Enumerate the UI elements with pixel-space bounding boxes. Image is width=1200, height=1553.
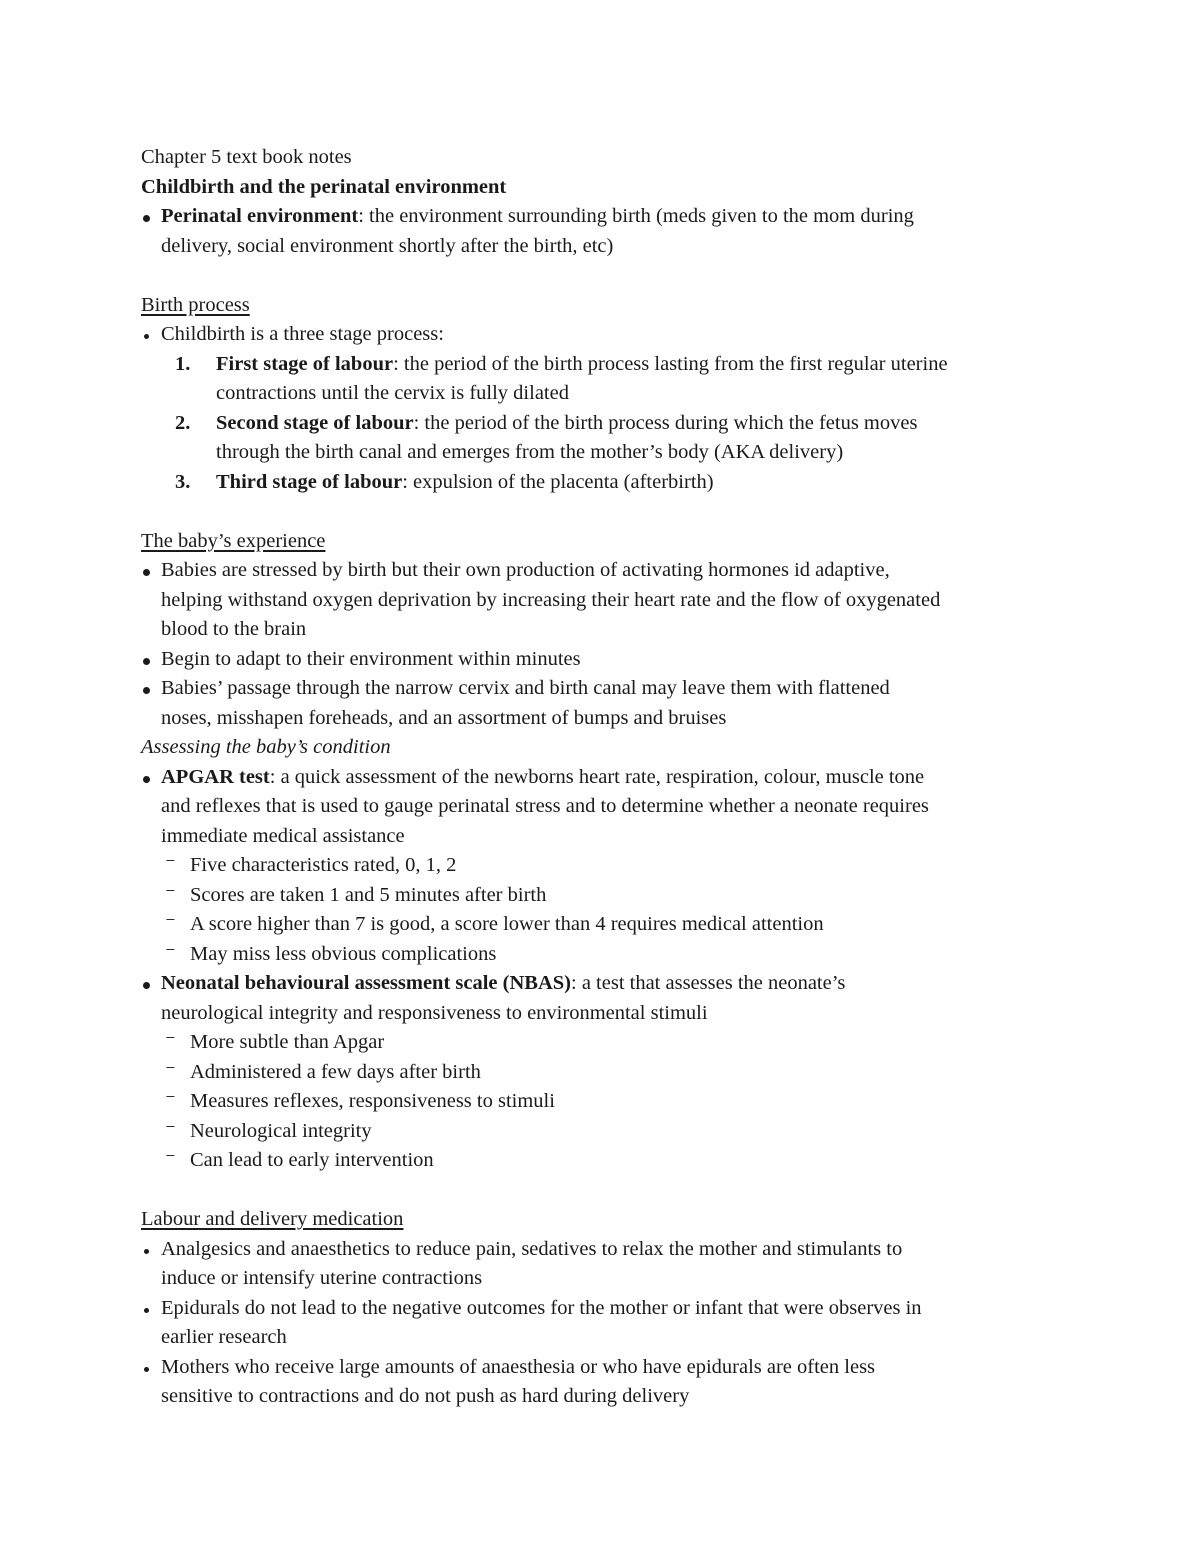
term-perinatal-environment: Perinatal environment — [161, 205, 359, 227]
sub-list-item: ⁻ Measures reflexes, responsiveness to stimuli — [165, 1090, 555, 1112]
document-page — [141, 143, 1071, 1412]
section-heading-childbirth: Childbirth and the perinatal environment — [141, 175, 507, 198]
sub-list-item: ⁻ May miss less obvious complications — [165, 942, 497, 965]
sub-list-item: ⁻ Can lead to early intervention — [165, 1149, 434, 1171]
list-item-perinatal-environment: Perinatal environment: the environment surrounding birth (meds given to the mom during delivery, social environment shortly after the birth, etc) — [141, 202, 1071, 261]
section-heading-babys-experience: The baby’s experience — [141, 529, 326, 552]
list-item: Childbirth is a three stage process: — [141, 320, 1071, 350]
list-item: Babies are stressed by birth but their own production of activating hormones id adaptive, helping withstand oxygen deprivation by increasing their heart rate and the flow of oxygenated blood to the brain — [141, 556, 1071, 645]
list-item: Analgesics and anaesthetics to reduce pain, sedatives to relax the mother and stimulants to induce or intensify uterine contractions — [141, 1235, 1071, 1294]
list-item: Begin to adapt to their environment within minutes — [141, 645, 1071, 675]
section-heading-birth-process: Birth process — [141, 293, 250, 316]
document-title: Chapter 5 text book notes — [141, 146, 352, 168]
sub-list-item: ⁻ Scores are taken 1 and 5 minutes after birth — [165, 883, 547, 906]
sub-list-item: ⁻ Five characteristics rated, 0, 1, 2 — [165, 854, 457, 876]
section-heading-medication: Labour and delivery medication — [141, 1208, 404, 1230]
list-item: Mothers who receive large amounts of anaesthesia or who have epidurals are often less sensitive to contractions and do not push as hard during delivery — [141, 1353, 1071, 1412]
list-item: Epidurals do not lead to the negative outcomes for the mother or infant that were observes in earlier research — [141, 1294, 1071, 1353]
sub-list-item: ⁻ More subtle than Apgar — [165, 1031, 385, 1053]
sub-list-item: ⁻ Neurological integrity — [165, 1119, 372, 1142]
list-item-stage-2: 2. Second stage of labour: the period of the birth process during which the fetus moves through the birth canal and emerges from the mother’s body (AKA delivery) — [175, 411, 918, 463]
list-item-stage-3: 3. Third stage of labour: expulsion of the placenta (afterbirth) — [175, 470, 714, 493]
list-item-stage-1: 1. First stage of labour: the period of the birth process lasting from the first regular uterine contractions until the cervix is fully dilated — [175, 352, 948, 404]
subsection-heading-assessing: Assessing the baby’s condition — [141, 736, 391, 758]
list-item-nbas: Neonatal behavioural assessment scale (NBAS): a test that assesses the neonate’s neurological integrity and responsiveness to environmental stimuli — [141, 969, 1071, 1028]
sub-list-item: ⁻ A score higher than 7 is good, a score lower than 4 requires medical attention — [165, 913, 824, 935]
list-item: Babies’ passage through the narrow cervix and birth canal may leave them with flattened noses, misshapen foreheads, and an assortment of bumps and bruises — [141, 674, 1071, 733]
sub-list-item: ⁻ Administered a few days after birth — [165, 1060, 481, 1083]
list-item-apgar: APGAR test: a quick assessment of the newborns heart rate, respiration, colour, muscle tone and reflexes that is used to gauge perinatal stress and to determine whether a neonate requires immediate medical assistance — [141, 763, 1071, 852]
